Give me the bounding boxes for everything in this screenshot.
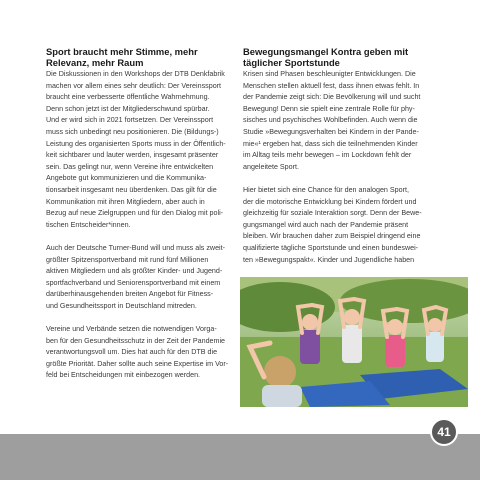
body-line: angeleitete Sport. (243, 162, 299, 171)
right-body (243, 69, 433, 266)
body-line: der Pandemie zeigt sich: Die Bevölkerung will und sucht (243, 93, 421, 102)
body-line: machen vor allem eines sehr deutlich: Der Vereinssport (46, 81, 222, 90)
right-heading (243, 46, 433, 68)
body-line: Vereine und Verbände setzen die notwendigen Vorga- (46, 325, 217, 334)
body-line: muss sich unbedingt neu positionieren. Die (Bildungs-) (46, 127, 219, 136)
body-line: größter Spitzensportverband mit rund fünf Millionen (46, 255, 209, 264)
children-exercise-photo (240, 277, 468, 407)
body-line: bleiben. Wir brauchen daher zum Beispiel dringend eine (243, 232, 421, 241)
right-heading-line: Bewegungsmangel Kontra geben mit (243, 46, 409, 57)
body-line: Krisen sind Phasen beschleunigter Entwicklungen. Die (243, 70, 416, 78)
paragraph-spacer (46, 231, 236, 243)
body-line: ten »Bewegungspakt«. Kinder und Jugendliche haben (243, 255, 415, 264)
body-line: und Gesundheitssport in Deutschland mitreden. (46, 301, 197, 310)
body-line: tischen Entscheider*innen. (46, 220, 131, 229)
body-line: Denn schon jetzt ist der Mitgliederschwund spürbar. (46, 104, 210, 113)
body-line: im Alltag teils mehr bewegen – im Lockdown fehlt der (243, 151, 412, 160)
body-line: Leistung des organisierten Sports muss in der Öffentlich- (46, 139, 226, 148)
body-line: mie«¹ ergeben hat, dass sich die teilnehmenden Kinder (243, 139, 418, 148)
left-column (46, 46, 236, 382)
body-line: Menschen stellen aktuell fest, dass ihnen etwas fehlt. In (243, 81, 420, 90)
body-line: Auch der Deutsche Turner-Bund will und muss als zweit- (46, 243, 225, 252)
body-line: gleichzeitig für soziale Interaktion sorgt. Denn der Bewe- (243, 209, 422, 218)
right-column (243, 46, 433, 266)
paragraph-spacer (243, 173, 433, 185)
body-line: größte Priorität. Daher sollte auch seine Expertise im Vor- (46, 359, 229, 368)
page-number-badge: 41 (430, 418, 458, 446)
body-line: Und er wird sich in 2021 fortsetzen. Der Vereinssport (46, 116, 214, 125)
body-line: gungsmangel wird auch nach der Pandemie präsent (243, 220, 409, 229)
body-line: tionsarbeit insgesamt neu überdenken. Das gilt für die (46, 185, 217, 194)
body-line: feld bei Entscheidungen mit einbezogen werden. (46, 371, 201, 380)
paragraph-spacer (46, 312, 236, 324)
body-line: darüberhinausgehenden breiten Angebot für Fitness- (46, 290, 214, 299)
body-line: keit sichtbarer und lauter werden, insgesamt präsenter (46, 151, 219, 160)
left-heading-line: Sport braucht mehr Stimme, mehr (46, 46, 198, 57)
left-body (46, 69, 236, 382)
body-line: sein. Das gelingt nur, wenn Vereine ihre entwickelten (46, 162, 214, 171)
photo-illustration (240, 277, 468, 407)
body-line: Bewegung! Denn sie spielt eine zentrale Rolle für phy- (243, 104, 415, 113)
body-line: Kommunikation mit ihren Mitgliedern, aber auch in (46, 197, 205, 206)
body-line: Die Diskussionen in den Workshops der DTB Denkfabrik (46, 70, 225, 78)
body-line: Bezug auf neue Zielgruppen und für den Dialog mit poli- (46, 209, 224, 218)
body-line: sportfachverband und Seniorensportverband mit einem (46, 278, 221, 287)
body-line: braucht eine verbesserte öffentliche Wahrnehmung. (46, 93, 210, 102)
body-line: sisches und psychisches Wohlbefinden. Auch wenn die (243, 116, 418, 125)
left-heading (46, 46, 236, 68)
body-line: aktiven Mitgliedern und als größter Kinder- und Jugend- (46, 267, 223, 276)
body-line: Hier bietet sich eine Chance für den analogen Sport, (243, 185, 409, 194)
body-line: qualifizierte tägliche Sportstunde und einen bundeswei- (243, 243, 419, 252)
left-heading-line: Relevanz, mehr Raum (46, 57, 144, 68)
body-line: der die motorische Entwicklung bei Kindern fördert und (243, 197, 417, 206)
body-line: verantwortungsvoll um. Dies hat auch für den DTB die (46, 348, 218, 357)
right-heading-line: täglicher Sportstunde (243, 57, 340, 68)
body-line: Studie »Bewegungsverhalten bei Kindern in der Pande- (243, 127, 419, 136)
footer-band (0, 434, 480, 480)
body-line: ben für den Gesundheitsschutz in der Zeit der Pandemie (46, 336, 226, 345)
body-line: Angebote gut kommunizieren und die Kommunika- (46, 174, 207, 183)
